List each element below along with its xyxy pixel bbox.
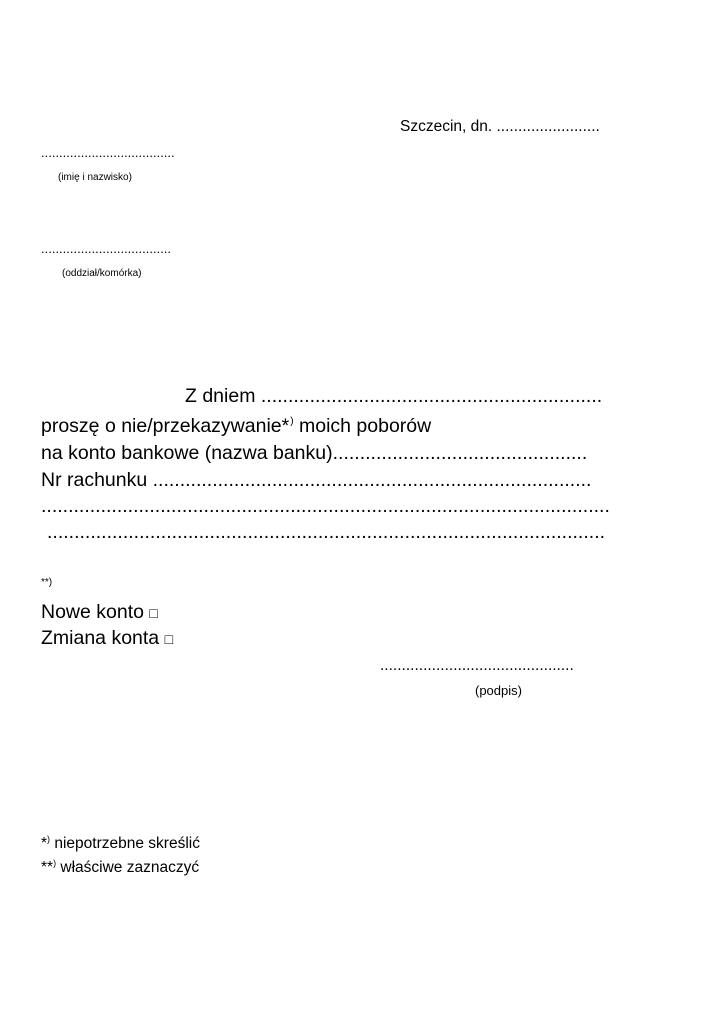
option-change-account-label: Zmiana konta	[41, 627, 165, 649]
option-change-account	[41, 627, 173, 650]
bank-name-line: na konto bankowe (nazwa banku)...............................................	[41, 442, 588, 464]
footnote-2	[41, 859, 199, 877]
footnote-1-text: niepotrzebne skreślić	[50, 835, 200, 852]
name-field: .....................................	[41, 145, 175, 160]
signature-field: .............................................	[380, 657, 574, 674]
from-date-line: Z dniem ...............................................................	[185, 385, 603, 407]
options-marker: **)	[41, 577, 53, 588]
account-number-line: Nr rachunku .................................................................................	[41, 469, 592, 491]
footnote-2-superscript: )	[53, 858, 57, 868]
transfer-request-superscript: )	[290, 416, 294, 427]
department-field: ....................................	[41, 241, 172, 256]
dots-line-1: .........................................................................................................	[41, 495, 610, 517]
option-new-account-label: Nowe konto	[41, 601, 150, 623]
footnote-1-mark: *	[41, 835, 48, 852]
place-date-line: Szczecin, dn. ........................	[400, 118, 600, 135]
footnote-2-text: właściwe zaznaczyć	[56, 859, 200, 876]
footnote-1	[41, 835, 200, 853]
dots-line-2: .......................................................................................................	[47, 521, 606, 543]
footnote-1-superscript: )	[47, 834, 51, 844]
department-caption: (oddział/komórka)	[62, 268, 142, 279]
footnote-2-mark: **	[41, 859, 54, 876]
name-caption: (imię i nazwisko)	[58, 172, 132, 183]
checkbox-new-account[interactable]: □	[149, 605, 158, 621]
transfer-request-suffix: moich poborów	[293, 415, 432, 437]
option-new-account	[41, 601, 158, 624]
transfer-request-line	[41, 415, 431, 438]
checkbox-change-account[interactable]: □	[164, 631, 174, 647]
transfer-request-prefix: proszę o nie/przekazywanie*	[41, 415, 290, 437]
signature-caption: (podpis)	[475, 683, 522, 698]
